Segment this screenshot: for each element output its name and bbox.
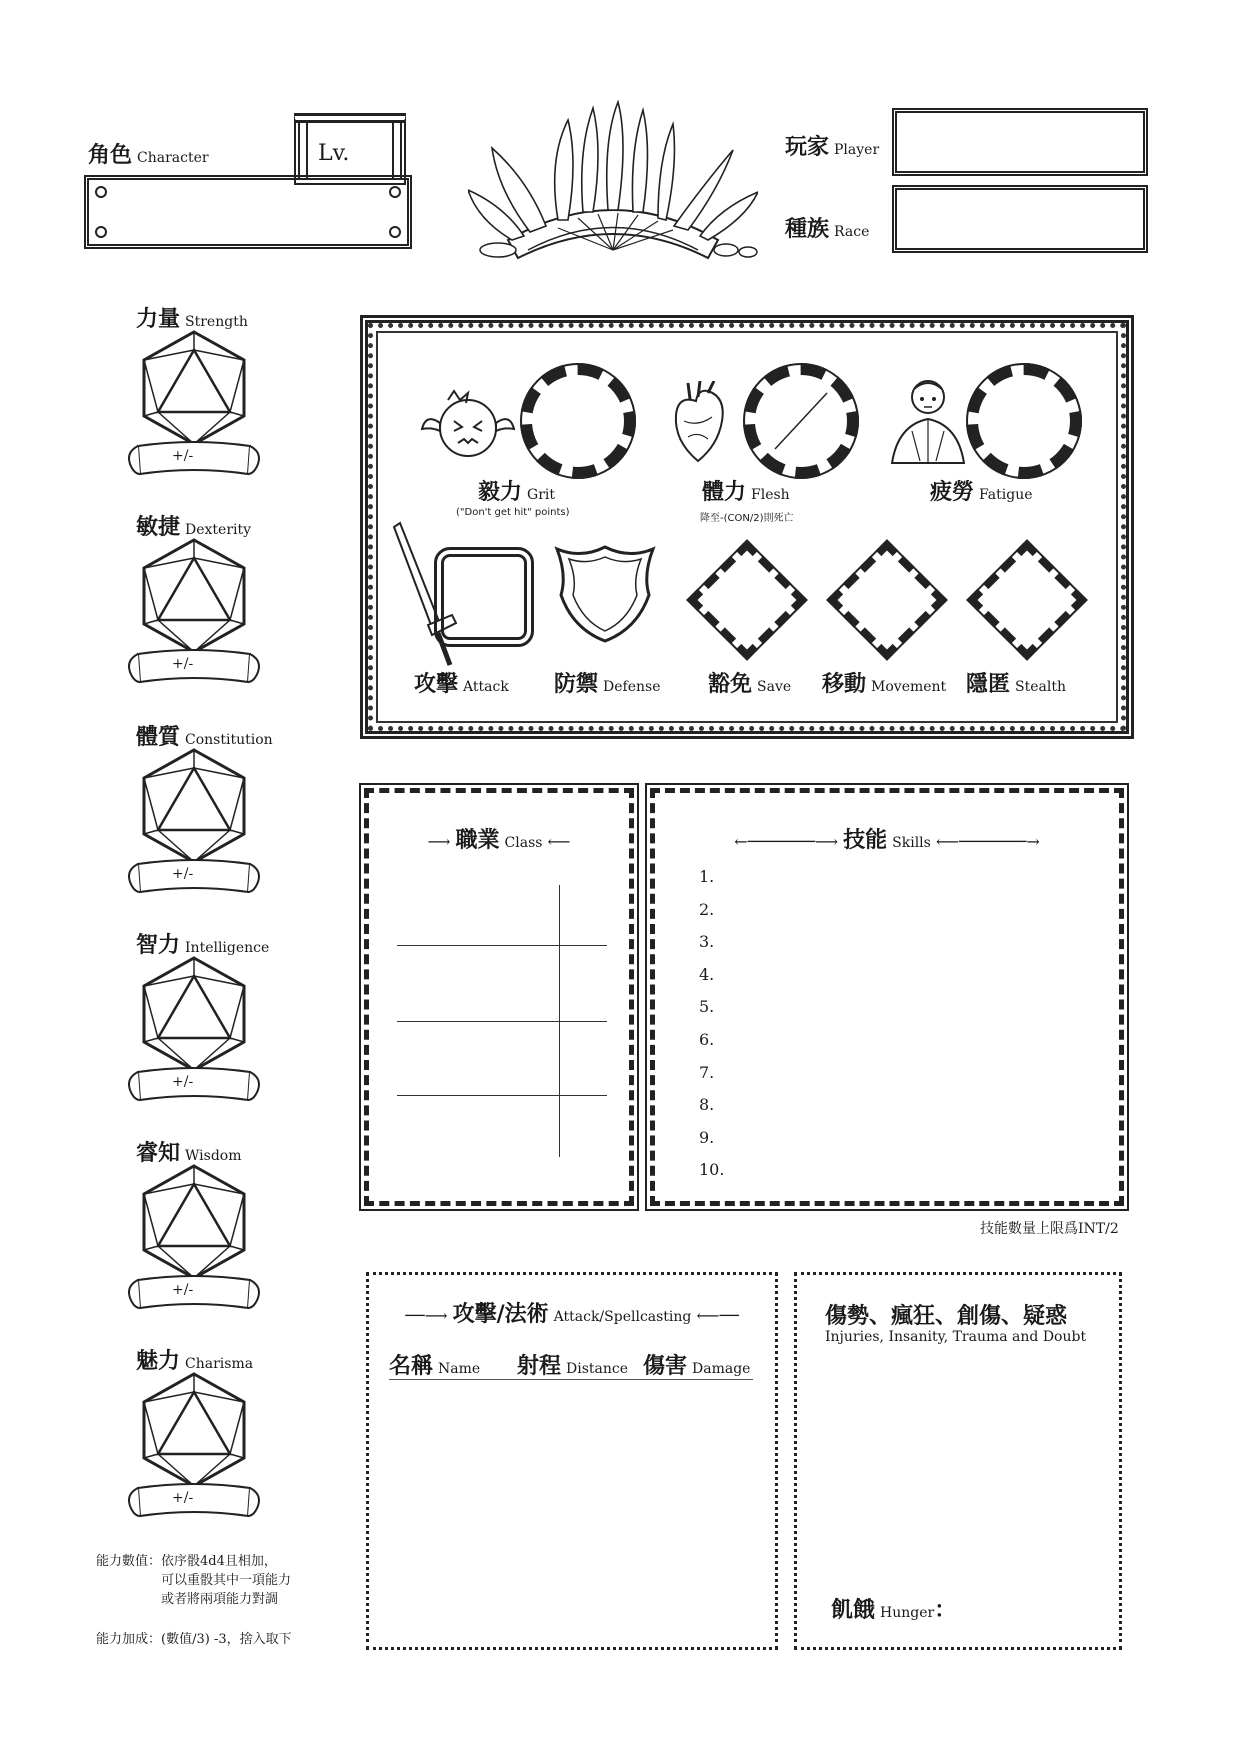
modifier-scroll[interactable] bbox=[124, 646, 264, 690]
ability-wisdom bbox=[120, 1136, 280, 1326]
arrow-long-right-icon: ⟵───────→ bbox=[935, 832, 1040, 851]
modifier-scroll[interactable] bbox=[124, 1480, 264, 1524]
skills-list bbox=[699, 867, 724, 1193]
ability-label: 體質 Constitution bbox=[136, 724, 273, 750]
modifier-label: +/- bbox=[172, 1490, 194, 1506]
flesh-label: 體力 Flesh bbox=[702, 479, 790, 505]
rivet-icon bbox=[389, 226, 401, 238]
ability-label: 力量 Strength bbox=[136, 306, 248, 332]
grit-circle[interactable] bbox=[520, 363, 636, 479]
attack-col-name: 名稱 Name bbox=[389, 1353, 481, 1379]
rivet-icon bbox=[389, 186, 401, 198]
skill-line[interactable]: 1. bbox=[699, 867, 715, 886]
defense-label: 防禦 Defense bbox=[554, 671, 661, 697]
injuries-subtitle: Injuries, Insanity, Trauma and Doubt bbox=[825, 1329, 1087, 1345]
player-label: 玩家 Player bbox=[785, 134, 880, 160]
skills-panel[interactable] bbox=[650, 788, 1124, 1206]
level-rail-icon bbox=[392, 123, 402, 179]
flesh-circle[interactable] bbox=[743, 363, 859, 479]
class-grid-hline bbox=[397, 1095, 607, 1096]
ability-constitution bbox=[120, 720, 280, 910]
movement-label: 移動 Movement bbox=[822, 671, 947, 697]
stats-panel bbox=[360, 315, 1134, 739]
character-label: 角色 Character bbox=[88, 142, 209, 168]
skill-line[interactable]: 9. bbox=[699, 1127, 715, 1147]
arrow-left-icon: ⟵ bbox=[547, 832, 571, 851]
injuries-panel[interactable] bbox=[794, 1272, 1122, 1650]
modifier-label: +/- bbox=[172, 866, 194, 882]
ability-rules-label: 能力數值： bbox=[96, 1554, 162, 1569]
skills-title: ←───────⟶ 技能 Skills ⟵───────→ bbox=[734, 827, 1040, 853]
modifier-label: +/- bbox=[172, 1074, 194, 1090]
hunger-label: 飢餓 Hunger： bbox=[831, 1597, 957, 1623]
race-field[interactable] bbox=[892, 185, 1148, 253]
ability-rules-line: 可以重骰其中一項能力 bbox=[161, 1573, 292, 1588]
class-title: ⟶ 職業 Class ⟵ bbox=[427, 827, 571, 853]
skill-line[interactable]: 3. bbox=[699, 932, 715, 952]
modifier-label: +/- bbox=[172, 1282, 194, 1298]
flesh-note: 降至-(CON/2)則死亡 bbox=[700, 513, 794, 524]
level-label: Lv. bbox=[318, 141, 350, 166]
level-field[interactable] bbox=[294, 113, 406, 185]
d20-icon[interactable] bbox=[134, 536, 254, 656]
grit-label: 毅力 Grit bbox=[478, 479, 555, 505]
class-grid-hline bbox=[397, 945, 607, 946]
d20-icon[interactable] bbox=[134, 328, 254, 448]
class-grid-hline bbox=[397, 1021, 607, 1022]
ability-rules-line: 依序骰4d4且相加， bbox=[161, 1554, 277, 1569]
modifier-scroll[interactable] bbox=[124, 438, 264, 482]
ability-label: 智力 Intelligence bbox=[136, 932, 270, 958]
arrow-right-icon: ⟶ bbox=[427, 832, 451, 851]
attack-label: 攻擊 Attack bbox=[414, 671, 509, 697]
arrow-right-icon: ──⟶ bbox=[405, 1306, 448, 1325]
attack-col-distance: 射程 Distance bbox=[517, 1353, 629, 1379]
fatigue-label: 疲勞 Fatigue bbox=[930, 479, 1033, 505]
attack-col-damage: 傷害 Damage bbox=[643, 1353, 751, 1379]
skill-line[interactable]: 4. bbox=[699, 964, 715, 984]
d20-icon[interactable] bbox=[134, 954, 254, 1074]
ability-rules bbox=[96, 1552, 291, 1609]
arrow-long-left-icon: ←───────⟶ bbox=[734, 832, 839, 851]
ability-dexterity bbox=[120, 510, 280, 700]
d20-icon[interactable] bbox=[134, 1370, 254, 1490]
skills-footnote: 技能數量上限爲INT/2 bbox=[980, 1221, 1119, 1237]
grit-face-icon bbox=[418, 383, 518, 463]
race-label: 種族 Race bbox=[785, 216, 870, 242]
tired-person-icon bbox=[888, 371, 968, 467]
skill-line[interactable]: 6. bbox=[699, 1029, 715, 1049]
attack-spell-title: ──⟶ 攻擊/法術 Attack/Spellcasting ⟵── bbox=[405, 1301, 739, 1327]
modifier-scroll[interactable] bbox=[124, 1064, 264, 1108]
shield-icon[interactable] bbox=[553, 545, 657, 645]
modifier-label: +/- bbox=[172, 656, 194, 672]
d20-icon[interactable] bbox=[134, 1162, 254, 1282]
bonus-rules-label: 能力加成： bbox=[96, 1632, 162, 1647]
bonus-rules bbox=[96, 1628, 292, 1647]
rivet-icon bbox=[95, 226, 107, 238]
character-name-field[interactable] bbox=[84, 175, 412, 249]
ability-rules-line: 或者將兩項能力對調 bbox=[161, 1592, 279, 1607]
skill-line[interactable]: 10. bbox=[699, 1160, 725, 1180]
attack-box[interactable] bbox=[434, 547, 534, 647]
attack-spell-panel[interactable] bbox=[366, 1272, 778, 1650]
ability-intelligence bbox=[120, 928, 280, 1118]
arrow-left-icon: ⟵── bbox=[696, 1306, 739, 1325]
modifier-scroll[interactable] bbox=[124, 1272, 264, 1316]
fatigue-circle[interactable] bbox=[966, 363, 1082, 479]
attack-header-rule bbox=[389, 1379, 753, 1380]
modifier-label: +/- bbox=[172, 448, 194, 464]
skill-line[interactable]: 5. bbox=[699, 997, 715, 1017]
heart-icon bbox=[668, 381, 728, 465]
player-name-field[interactable] bbox=[892, 108, 1148, 176]
ability-label: 魅力 Charisma bbox=[136, 1348, 254, 1374]
stealth-label: 隱匿 Stealth bbox=[966, 671, 1066, 697]
modifier-scroll[interactable] bbox=[124, 856, 264, 900]
ability-charisma bbox=[120, 1344, 280, 1534]
d20-icon[interactable] bbox=[134, 746, 254, 866]
ability-label: 睿知 Wisdom bbox=[136, 1140, 242, 1166]
injuries-title: 傷勢、瘋狂、創傷、疑惑 bbox=[825, 1303, 1068, 1329]
flesh-divider-icon bbox=[755, 375, 847, 467]
grit-note: ("Don't get hit" points) bbox=[456, 507, 570, 518]
bonus-rules-text: (數值/3) -3，捨入取下 bbox=[161, 1632, 292, 1647]
ability-strength bbox=[120, 302, 280, 492]
skill-line[interactable]: 7. bbox=[699, 1062, 715, 1082]
ability-label: 敏捷 Dexterity bbox=[136, 514, 252, 540]
crown-emblem-icon bbox=[468, 100, 758, 270]
skill-line[interactable]: 8. bbox=[699, 1095, 715, 1115]
save-label: 豁免 Save bbox=[708, 671, 792, 697]
skill-line[interactable]: 2. bbox=[699, 899, 715, 919]
rivet-icon bbox=[95, 186, 107, 198]
level-rail-icon bbox=[298, 123, 308, 179]
class-panel[interactable] bbox=[364, 788, 634, 1206]
